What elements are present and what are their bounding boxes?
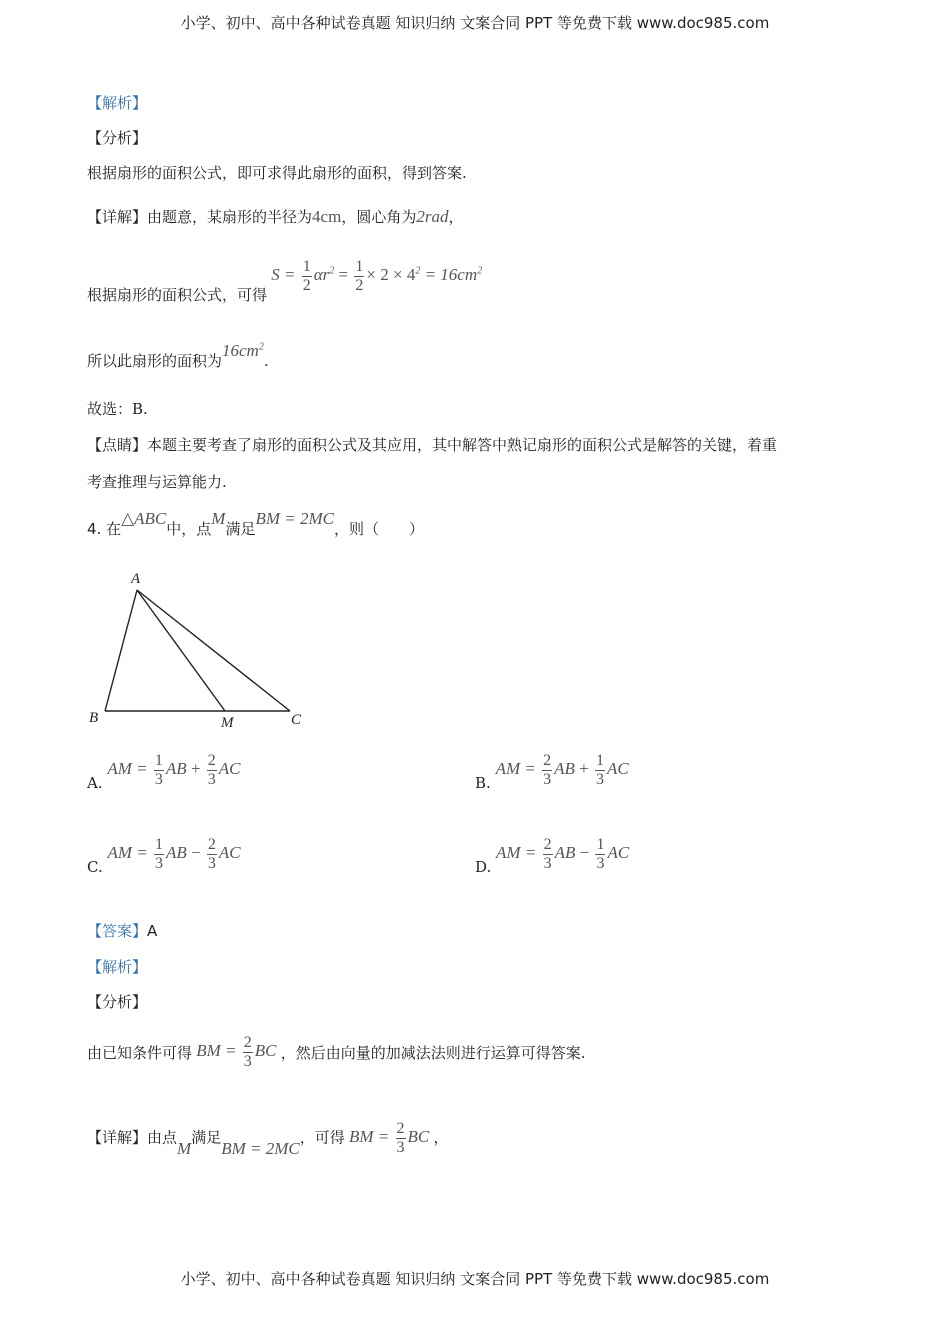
fenxi-tag-4: 【分析】 [87,993,148,1011]
dianjing-text: 本题主要考查了扇形的面积公式及其应用，其中解答中熟记扇形的面积公式是解答的关键，着重 [147,436,778,454]
xiangjie-end: ， [433,1128,449,1147]
fenxi-tag: 【分析】 [87,129,148,147]
fenxi-text-4: 由已知条件可得 [87,1044,193,1063]
option-b[interactable] [475,752,629,793]
jiexi-tag: 【解析】 [87,94,148,112]
option-c[interactable] [87,836,241,877]
xiangjie-line [87,206,463,227]
area-formula-text: 根据扇形的面积公式，可得 [87,286,268,305]
answer-line [87,920,157,941]
fenxi-line-4 [87,1034,586,1071]
stem-text-2: 满足 [225,520,256,538]
stem-end: ，则（ ） [334,520,425,538]
triangle-abc: △ABC [121,509,167,528]
xiangjie-text-4: 由点 [147,1128,178,1147]
option-b-label: B. [475,774,491,793]
radius-value: 4cm [312,207,342,226]
xiangjie-formula: BM = $\frac{2}{3}$ BC [349,1120,430,1156]
option-a-formula: AM = $\frac{1}{3}$ AB + $\frac{2}{3}$ AC [107,752,241,788]
area-result-text: 所以此扇形的面积为 [87,352,223,370]
option-a[interactable] [87,752,241,793]
point-m-label: M [221,715,234,731]
fenxi-text: 根据扇形的面积公式，即可求得此扇形的面积，得到答案. [87,164,467,182]
area-result-line [87,340,269,370]
fenxi-text-4b: ，然后由向量的加减法法则进行运算可得答案. [280,1044,586,1063]
dianjing-line [87,434,777,455]
answer-value: A [147,922,158,940]
option-d[interactable] [475,836,630,877]
option-c-label: C. [87,858,103,877]
area-formula: S = $\frac{1}{2}$ $\alpha r^2$ = $\frac{1}{2}$ × $2 \times 4^2 = 16cm^2$ [271,258,483,294]
option-b-formula: AM = $\frac{2}{3}$ AB + $\frac{1}{3}$ AC [495,752,629,788]
answer-tag: 【答案】 [87,922,148,940]
area-formula-line [87,258,483,305]
choice-text: 故选：B. [87,400,148,418]
option-c-formula: AM = $\frac{1}{3}$ AB − $\frac{2}{3}$ AC [107,836,241,872]
xiangjie-text-2: ，圆心角为 [341,208,417,226]
xiangjie-text-4b: 满足 [191,1128,222,1147]
xiangjie-point: M [177,1139,192,1159]
xiangjie-line-4 [87,1120,449,1157]
xiangjie-text: 由题意，某扇形的半径为 [147,208,313,226]
vertex-a-label: A [131,571,141,587]
xiangjie-tag: 【详解】 [87,208,148,226]
question-number: 4. 在 [87,520,122,538]
xiangjie-text-4c: ，可得 [299,1128,345,1147]
dianjing-text-2: 考查推理与运算能力. [87,473,227,491]
stem-text: 中，点 [166,520,212,538]
dianjing-tag: 【点睛】 [87,436,148,454]
vertex-b-label: B [89,710,99,726]
vertex-c-label: C [291,712,302,728]
xiangjie-condition: BM = 2MC [221,1139,300,1159]
condition: BM = 2MC [255,509,335,528]
page-header: 小学、初中、高中各种试卷真题 知识归纳 文案合同 PPT 等免费下载 www.doc985.com [180,14,770,32]
period: . [263,352,269,370]
option-d-label: D. [475,858,492,877]
page-footer: 小学、初中、高中各种试卷真题 知识归纳 文案合同 PPT 等免费下载 www.doc985.com [180,1270,770,1288]
area-value: $16cm^2$ [222,341,264,360]
angle-value: 2rad [416,207,449,226]
point-m: M [211,509,226,528]
comma: ， [448,208,464,226]
fenxi-formula: BM = $\frac{2}{3}$ BC [196,1034,277,1070]
triangle-figure [85,565,315,735]
option-a-label: A. [87,774,103,793]
xiangjie-tag-4: 【详解】 [87,1128,148,1147]
jiexi-tag-4: 【解析】 [87,958,148,976]
option-d-formula: AM = $\frac{2}{3}$ AB − $\frac{1}{3}$ AC [496,836,630,872]
question-4-stem [87,508,425,538]
